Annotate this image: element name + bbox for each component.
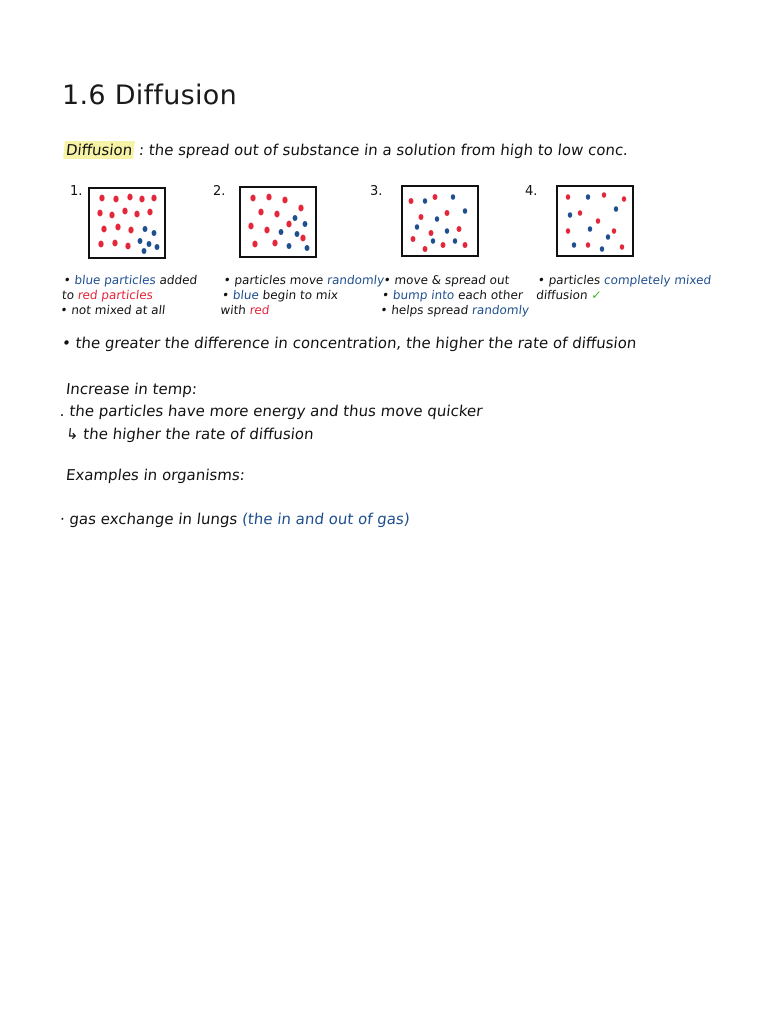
step-4-notes <box>535 273 711 303</box>
step-note-line <box>381 288 531 303</box>
step-1-notes <box>60 273 198 318</box>
diagram-box-4 <box>556 185 634 257</box>
temp-heading: Increase in temp: <box>65 380 198 398</box>
step-note-text: added <box>155 273 198 287</box>
blue-particles <box>279 215 310 251</box>
red-particles <box>248 194 305 248</box>
step-note-text: diffusion <box>535 288 593 302</box>
step-note-text: red <box>249 303 271 317</box>
blue-particles <box>138 226 160 254</box>
particles-box-3 <box>403 187 477 255</box>
red-particles <box>97 194 156 250</box>
step-note-text: begin to mix <box>258 288 339 302</box>
step-note-text: red particles <box>77 288 154 302</box>
temp-line-2: ↳ the higher the rate of diffusion <box>65 425 315 443</box>
step-2-number: 2. <box>213 184 226 199</box>
definition-term: Diffusion <box>65 141 134 159</box>
step-1-number: 1. <box>70 184 83 199</box>
particles-box-2 <box>241 188 315 256</box>
step-note-text: blue <box>232 288 260 302</box>
check-icon: ✓ <box>590 288 603 302</box>
step-note-text: • helps spread <box>379 303 473 317</box>
step-note-text: • <box>221 288 234 302</box>
step-note-line <box>61 288 196 303</box>
step-note-text: blue particles <box>73 273 157 287</box>
step-note-text: • <box>381 288 394 302</box>
step-note-text: • particles <box>537 273 605 287</box>
step-note-line <box>223 273 385 288</box>
step-note-line <box>63 273 198 288</box>
step-note-text: randomly <box>326 273 385 287</box>
example-item <box>59 510 411 528</box>
red-particles <box>566 192 626 250</box>
step-note-text: completely mixed <box>603 273 712 287</box>
step-2-notes <box>220 273 385 318</box>
step-note-line <box>383 273 533 288</box>
step-note-line <box>220 303 382 318</box>
example-item-note: (the in and out of gas) <box>241 510 411 528</box>
examples-heading: Examples in organisms: <box>65 466 246 484</box>
example-item-text: · gas exchange in lungs <box>59 510 244 528</box>
concentration-note: • the greater the difference in concentration, the higher the rate of diffusion <box>61 334 638 352</box>
step-4-number: 4. <box>525 184 538 199</box>
step-note-line <box>380 303 530 318</box>
step-note-text: with <box>219 303 251 317</box>
step-note-text: each other <box>453 288 524 302</box>
diagram-box-2 <box>239 186 317 258</box>
step-3-notes <box>380 273 533 318</box>
step-3-number: 3. <box>370 184 383 199</box>
step-note-line <box>537 273 712 288</box>
diagram-box-3 <box>401 185 479 257</box>
step-note-line <box>535 288 710 303</box>
step-note-text: to <box>61 288 79 302</box>
step-note-text: • <box>62 273 76 287</box>
red-particles <box>409 194 468 252</box>
page-title: 1.6 Diffusion <box>62 80 238 111</box>
step-note-line <box>60 303 195 318</box>
particles-box-4 <box>558 187 632 255</box>
definition-line <box>63 141 629 159</box>
step-note-line <box>221 288 383 303</box>
definition-separator: : <box>138 141 146 159</box>
temp-line-1: . the particles have more energy and thus move quicker <box>59 402 484 420</box>
step-note-text: bump into <box>392 288 456 302</box>
step-note-text: • not mixed at all <box>59 303 167 317</box>
particles-box-1 <box>90 189 164 257</box>
blue-particles <box>568 194 618 252</box>
diagram-box-1 <box>88 187 166 259</box>
step-note-text: randomly <box>471 303 530 317</box>
step-note-text: • particles move <box>222 273 328 287</box>
step-note-text: • move & spread out <box>382 273 511 287</box>
definition-text: the spread out of substance in a solution from high to low conc. <box>147 141 629 159</box>
